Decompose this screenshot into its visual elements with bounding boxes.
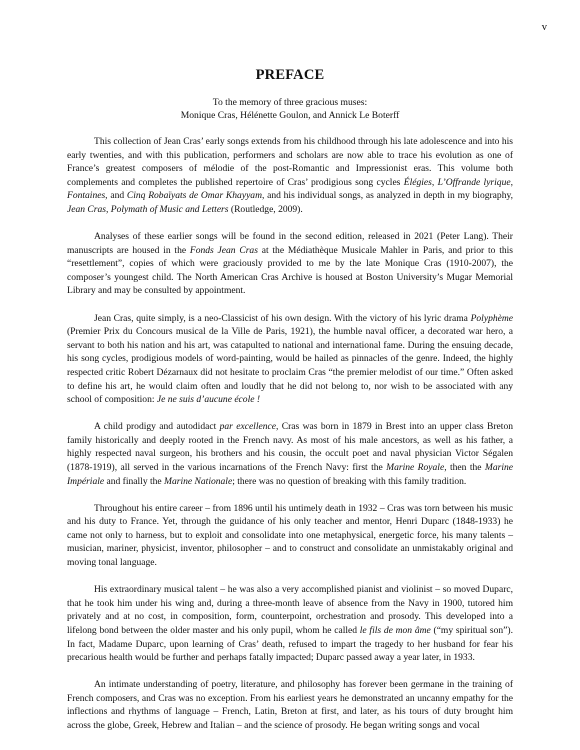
- paragraph-1: This collection of Jean Cras’ early songs extends from his childhood through his late adolescence and into his early twenties, and with this publication, performers and scholars are now able to trace his evolution as one of France’s greatest composers of mélodie of the post-Romantic and Impressionist eras. This volume both complements and completes the published repertoire of Cras’ prodigious song cycles Élégies, L’Offrande lyrique, Fontaines, and Cinq Robaïyats de Omar Khayyam, and his individual songs, as analyzed in depth in my biography, Jean Cras, Polymath of Music and Letters (Routledge, 2009).: [67, 136, 514, 215]
- paragraph-7: An intimate understanding of poetry, literature, and philosophy has forever been germane in the training of French composers, and Cras was no exception. From his earliest years he demonstrated an uncanny empathy for the inflections and rhythms of language – French, Latin, Breton at first, and later, as his tours of duty brought him across the globe, Greek, Hebrew and Italian – and the science of prosody. He began writing songs and vocal: [67, 679, 513, 731]
- paragraph-2: Analyses of these earlier songs will be found in the second edition, released in 2021 (Peter Lang). Their manuscripts are housed in the Fonds Jean Cras at the Médiathèque Musicale Mahler in Paris, and prior to this “resettlement”, copies of which were graciously provided to me by the late Monique Cras (1910-2007), the composer’s youngest child. The North American Cras Archive is housed at Boston University’s Mugar Memorial Library and may be consulted by appointment.: [67, 231, 514, 297]
- paragraph-6: His extraordinary musical talent – he was also a very accomplished pianist and violinist – so moved Duparc, that he took him under his wing and, during a three-month leave of absence from the Navy in 1900, tutored him privately and at no cost, in composition, form, counterpoint, orchestration and prosody. This developed into a lifelong bond between the older master and his only pupil, whom he called le fils de mon âme (“my spiritual son”). In fact, Madame Duparc, upon learning of Cras’ death, refused to impart the tragedy to her husband for fear his precarious health would be further and perhaps fatally impacted; Duparc passed away a year later, in 1933.: [67, 584, 513, 664]
- page-title: PREFACE: [255, 67, 325, 83]
- dedication: [0, 96, 580, 123]
- dedication-line-1: To the memory of three gracious muses:: [212, 97, 368, 108]
- paragraph-4: A child prodigy and autodidact par excellence, Cras was born in 1879 in Brest into an upper class Breton family historically and deeply rooted in the French navy. As most of his male ancestors, as well as his father, a highly respected naval surgeon, his brothers and his cousin, the occult poet and naval physician Victor Ségalen (1878-1919), all served in the various incarnations of the French Navy: first the Marine Royale, then the Marine Impériale and finally the Marine Nationale; there was no question of breaking with this family tradition.: [67, 421, 513, 487]
- preface-body: [67, 135, 513, 746]
- dedication-line-2: Monique Cras, Hélénette Goulon, and Annick Le Boterff: [180, 110, 400, 122]
- page-number: v: [541, 22, 547, 33]
- paragraph-5: Throughout his entire career – from 1896 until his untimely death in 1932 – Cras was torn between his music and his duty to France. Yet, through the guidance of his only teacher and mentor, Henri Duparc (1848-1933) he came not only to harness, but to exploit and consolidate into one metaphysical, energetic force, his many talents – musician, mariner, physicist, inventor, philosopher – and to construct and consolidate an unmistakably original and moving tonal language.: [67, 502, 513, 569]
- paragraph-3: Jean Cras, quite simply, is a neo-Classicist of his own design. With the victory of his lyric drama Polyphème (Premier Prix du Concours musical de la Ville de Paris, 1921), the humble naval officer, a decorated war hero, a servant to both his nation and his art, was catapulted to national and international fame. During the ensuing decade, his song cycles, prodigious models of word-painting, would be hailed as pinnacles of the genre. Indeed, the highly respected critic Robert Dézarnaux did not hesitate to proclaim Cras “the premier melodist of our time.” Often asked to define his art, he would claim often and loudly that he did not belong to, nor wish to be associated with any school of composition: Je ne suis d’aucune école !: [67, 312, 513, 406]
